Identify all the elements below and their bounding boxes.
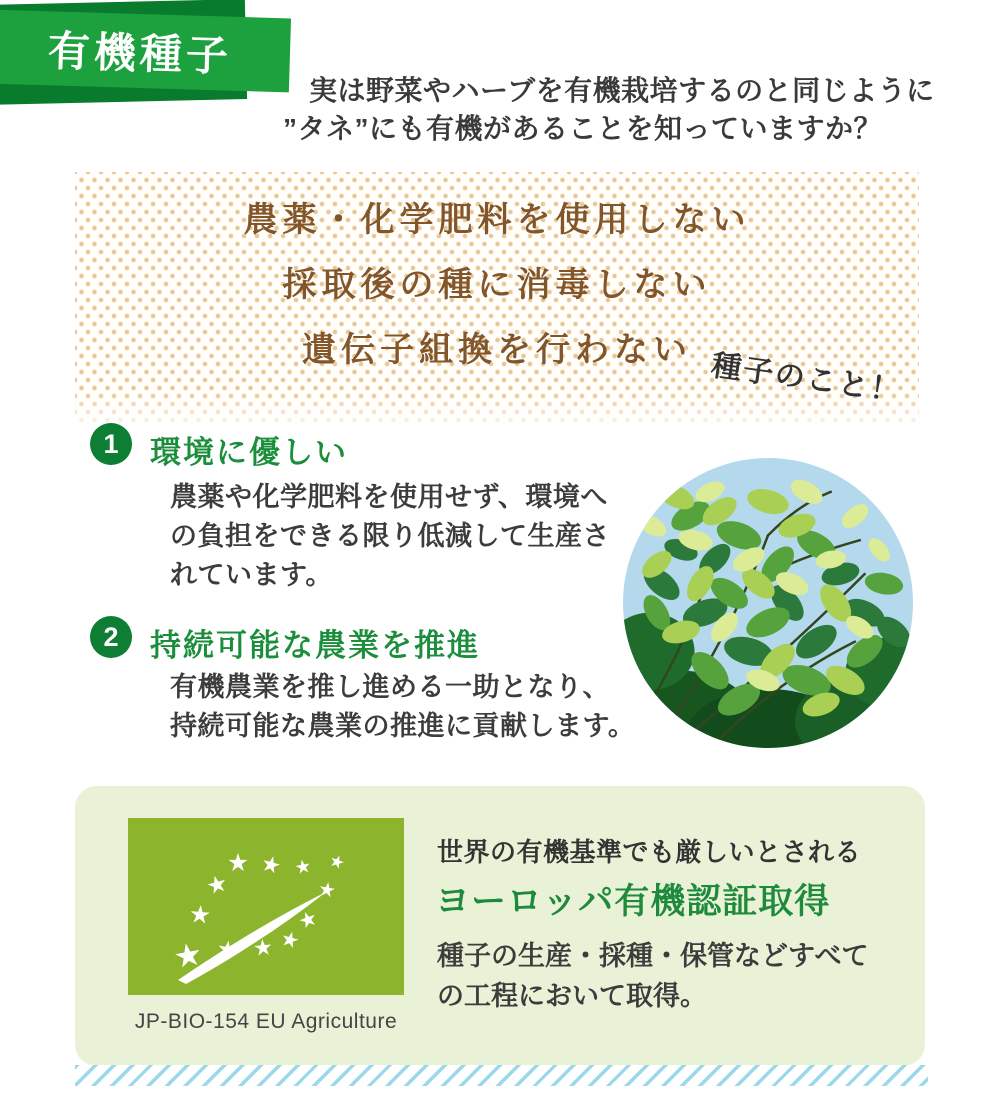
intro-line-2: ”タネ”にも有機があることを知っていますか？: [283, 113, 883, 144]
title-badge: [0, 10, 291, 93]
highlight-line: 遺伝子組換を行わない: [302, 331, 692, 369]
certification-title: ヨーロッパ有機認証取得: [435, 882, 831, 921]
feature-1-body-line: の負担をできる限り低減して生産さ: [170, 521, 610, 551]
feature-2-title: 持続可能な農業を推進: [150, 628, 480, 663]
feature-1-title: 環境に優しい: [150, 435, 348, 470]
feature-2-number-badge: 2: [90, 616, 132, 658]
page-title: 有機種子: [47, 27, 233, 80]
feature-1-body: [170, 478, 610, 595]
highlight-line: 農薬・化学肥料を使用しない: [243, 201, 751, 239]
feature-1-body-line: 農薬や化学肥料を使用せず、環境へ: [170, 482, 608, 512]
intro-text: [283, 72, 935, 148]
feature-2-body-line: 有機農業を推し進める一助となり、: [170, 672, 610, 702]
intro-line-1: 実は野菜やハーブを有機栽培するのと同じように: [309, 75, 935, 106]
feature-2-body-line: 持続可能な農業の推進に貢献します。: [170, 711, 636, 741]
seed-tag-label: 種子のこと！: [709, 349, 904, 409]
feature-1-body-line: れています。: [170, 560, 333, 590]
eu-organic-logo: [128, 818, 404, 995]
certification-body: [437, 936, 868, 1016]
certification-lead: 世界の有機基準でも厳しいとされる: [437, 837, 862, 867]
highlight-lines: [75, 200, 919, 370]
highlight-line: 採取後の種に消毒しない: [282, 266, 712, 304]
stripe-divider: [75, 1065, 928, 1086]
feature-2-body: [170, 668, 635, 746]
feature-1-number-badge: 1: [90, 423, 132, 465]
certification-body-line: の工程において取得。: [437, 981, 707, 1011]
eu-logo-caption: JP-BIO-154 EU Agriculture: [134, 1010, 398, 1033]
leaves-photo: [623, 458, 913, 748]
certification-body-line: 種子の生産・採種・保管などすべて: [437, 941, 869, 971]
